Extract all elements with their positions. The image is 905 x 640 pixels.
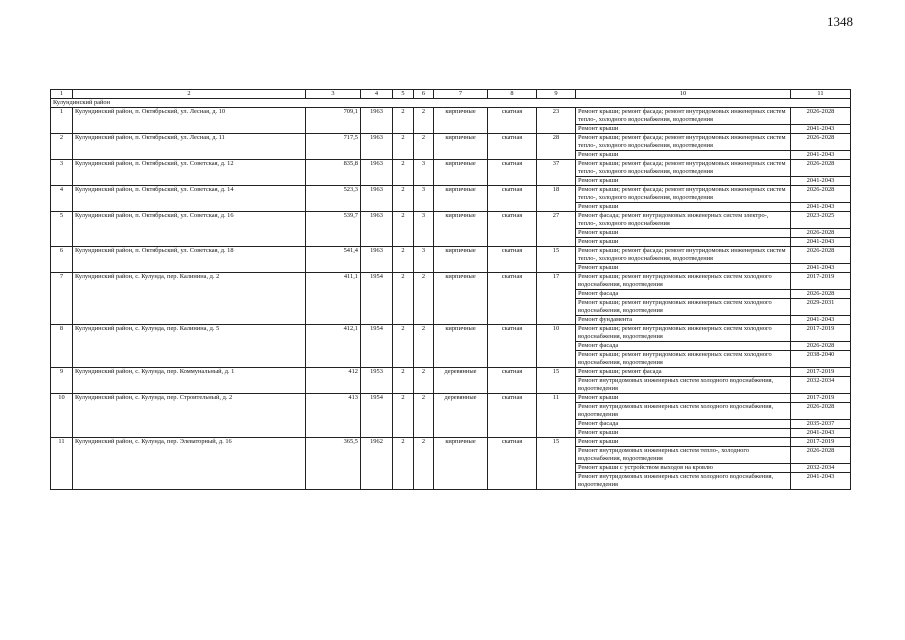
house-col-5: 2 bbox=[393, 325, 414, 368]
work-period: 2041-2043 bbox=[791, 264, 851, 273]
work-description: Ремонт крыши bbox=[576, 125, 791, 134]
col-header: 5 bbox=[393, 90, 414, 99]
house-row bbox=[51, 394, 851, 403]
work-period: 2041-2043 bbox=[791, 151, 851, 160]
house-row bbox=[51, 108, 851, 125]
house-col-9: 37 bbox=[537, 160, 576, 186]
roof-type: скатная bbox=[488, 134, 537, 160]
house-col-9: 17 bbox=[537, 273, 576, 325]
wall-material: деревянные bbox=[434, 394, 488, 438]
work-description: Ремонт крыши; ремонт фасада; ремонт внутридомовых инженерных систем тепло-, холодного водоснабжения, водоотведения bbox=[576, 186, 791, 203]
work-period: 2017-2019 bbox=[791, 394, 851, 403]
work-period: 2041-2043 bbox=[791, 238, 851, 247]
house-area: 541,4 bbox=[306, 247, 361, 273]
house-area: 539,7 bbox=[306, 212, 361, 247]
house-col-9: 15 bbox=[537, 247, 576, 273]
work-period: 2017-2019 bbox=[791, 368, 851, 377]
house-area: 523,3 bbox=[306, 186, 361, 212]
house-col-6: 2 bbox=[414, 134, 434, 160]
house-year: 1963 bbox=[361, 247, 393, 273]
col-header: 2 bbox=[73, 90, 306, 99]
col-header: 9 bbox=[537, 90, 576, 99]
house-col-9: 28 bbox=[537, 134, 576, 160]
work-period: 2041-2043 bbox=[791, 203, 851, 212]
house-number: 10 bbox=[51, 394, 73, 438]
roof-type: скатная bbox=[488, 325, 537, 368]
col-header: 3 bbox=[306, 90, 361, 99]
roof-type: скатная bbox=[488, 394, 537, 438]
work-period: 2041-2043 bbox=[791, 429, 851, 438]
house-row bbox=[51, 273, 851, 290]
work-period: 2041-2043 bbox=[791, 473, 851, 490]
house-year: 1963 bbox=[361, 108, 393, 134]
work-period: 2029-2031 bbox=[791, 299, 851, 316]
house-col-6: 2 bbox=[414, 368, 434, 394]
roof-type: скатная bbox=[488, 160, 537, 186]
house-col-9: 23 bbox=[537, 108, 576, 134]
house-number: 5 bbox=[51, 212, 73, 247]
work-description: Ремонт крыши; ремонт фасада; ремонт внутридомовых инженерных систем тепло-, холодного водоснабжения, водоотведения bbox=[576, 108, 791, 125]
roof-type: скатная bbox=[488, 212, 537, 247]
work-description: Ремонт крыши bbox=[576, 264, 791, 273]
house-number: 8 bbox=[51, 325, 73, 368]
work-description: Ремонт крыши; ремонт фасада bbox=[576, 368, 791, 377]
house-col-5: 2 bbox=[393, 394, 414, 438]
house-area: 411,1 bbox=[306, 273, 361, 325]
work-description: Ремонт внутридомовых инженерных систем холодного водоснабжения, водоотведения bbox=[576, 377, 791, 394]
house-address: Кулундинский район, п. Октябрьский, ул. Лесная, д. 11 bbox=[73, 134, 306, 160]
house-address: Кулундинский район, с. Кулунда, пер. Элеваторный, д. 16 bbox=[73, 438, 306, 490]
house-row bbox=[51, 212, 851, 229]
house-row bbox=[51, 134, 851, 151]
wall-material: кирпичные bbox=[434, 325, 488, 368]
house-col-6: 2 bbox=[414, 273, 434, 325]
work-period: 2041-2043 bbox=[791, 177, 851, 186]
house-area: 412 bbox=[306, 368, 361, 394]
work-description: Ремонт крыши с устройством выходов на кровлю bbox=[576, 464, 791, 473]
work-description: Ремонт крыши; ремонт фасада; ремонт внутридомовых инженерных систем тепло-, холодного водоснабжения, водоотведения bbox=[576, 160, 791, 177]
work-description: Ремонт фундамента bbox=[576, 316, 791, 325]
house-address: Кулундинский район, с. Кулунда, пер. Калинина, д. 5 bbox=[73, 325, 306, 368]
house-col-5: 2 bbox=[393, 108, 414, 134]
roof-type: скатная bbox=[488, 438, 537, 490]
col-header: 4 bbox=[361, 90, 393, 99]
house-number: 11 bbox=[51, 438, 73, 490]
house-col-5: 2 bbox=[393, 186, 414, 212]
work-period: 2026-2028 bbox=[791, 134, 851, 151]
district-row bbox=[51, 99, 851, 108]
house-col-9: 11 bbox=[537, 394, 576, 438]
house-address: Кулундинский район, с. Кулунда, пер. Калинина, д. 2 bbox=[73, 273, 306, 325]
wall-material: деревянные bbox=[434, 368, 488, 394]
work-period: 2017-2019 bbox=[791, 438, 851, 447]
house-year: 1954 bbox=[361, 273, 393, 325]
work-description: Ремонт крыши bbox=[576, 177, 791, 186]
work-description: Ремонт фасада bbox=[576, 290, 791, 299]
work-description: Ремонт внутридомовых инженерных систем тепло-, холодного водоснабжения, водоотведения bbox=[576, 447, 791, 464]
house-area: 835,8 bbox=[306, 160, 361, 186]
house-row bbox=[51, 438, 851, 447]
roof-type: скатная bbox=[488, 368, 537, 394]
house-address: Кулундинский район, п. Октябрьский, ул. Лесная, д. 10 bbox=[73, 108, 306, 134]
house-year: 1953 bbox=[361, 368, 393, 394]
column-number-row bbox=[51, 90, 851, 99]
district-name: Кулундинский район bbox=[51, 99, 851, 108]
house-col-5: 2 bbox=[393, 368, 414, 394]
house-year: 1954 bbox=[361, 394, 393, 438]
house-row bbox=[51, 325, 851, 342]
house-col-9: 27 bbox=[537, 212, 576, 247]
col-header: 7 bbox=[434, 90, 488, 99]
house-col-6: 2 bbox=[414, 438, 434, 490]
house-col-9: 18 bbox=[537, 186, 576, 212]
work-period: 2026-2028 bbox=[791, 247, 851, 264]
col-header: 10 bbox=[576, 90, 791, 99]
wall-material: кирпичные bbox=[434, 186, 488, 212]
house-year: 1963 bbox=[361, 186, 393, 212]
house-year: 1963 bbox=[361, 160, 393, 186]
work-period: 2041-2043 bbox=[791, 316, 851, 325]
roof-type: скатная bbox=[488, 247, 537, 273]
house-col-5: 2 bbox=[393, 247, 414, 273]
work-description: Ремонт крыши; ремонт внутридомовых инженерных систем холодного водоснабжения, водоотведения bbox=[576, 351, 791, 368]
wall-material: кирпичные bbox=[434, 134, 488, 160]
house-col-6: 2 bbox=[414, 325, 434, 368]
house-year: 1963 bbox=[361, 212, 393, 247]
work-description: Ремонт крыши; ремонт внутридомовых инженерных систем холодного водоснабжения, водоотведения bbox=[576, 273, 791, 290]
house-col-6: 3 bbox=[414, 212, 434, 247]
house-col-5: 2 bbox=[393, 160, 414, 186]
work-description: Ремонт крыши bbox=[576, 151, 791, 160]
house-year: 1962 bbox=[361, 438, 393, 490]
house-year: 1954 bbox=[361, 325, 393, 368]
house-col-5: 2 bbox=[393, 134, 414, 160]
work-description: Ремонт крыши bbox=[576, 203, 791, 212]
house-col-5: 2 bbox=[393, 212, 414, 247]
house-col-9: 15 bbox=[537, 368, 576, 394]
work-period: 2026-2028 bbox=[791, 186, 851, 203]
house-area: 412,1 bbox=[306, 325, 361, 368]
work-period: 2017-2019 bbox=[791, 273, 851, 290]
work-description: Ремонт крыши; ремонт внутридомовых инженерных систем холодного водоснабжения, водоотведения bbox=[576, 325, 791, 342]
work-period: 2026-2028 bbox=[791, 342, 851, 351]
house-address: Кулундинский район, п. Октябрьский, ул. Советская, д. 14 bbox=[73, 186, 306, 212]
work-period: 2032-2034 bbox=[791, 464, 851, 473]
wall-material: кирпичные bbox=[434, 273, 488, 325]
house-area: 413 bbox=[306, 394, 361, 438]
roof-type: скатная bbox=[488, 186, 537, 212]
house-col-5: 2 bbox=[393, 438, 414, 490]
house-number: 1 bbox=[51, 108, 73, 134]
house-address: Кулундинский район, п. Октябрьский, ул. Советская, д. 12 bbox=[73, 160, 306, 186]
work-period: 2026-2028 bbox=[791, 160, 851, 177]
page-number: 1348 bbox=[827, 14, 853, 29]
wall-material: кирпичные bbox=[434, 160, 488, 186]
roof-type: скатная bbox=[488, 273, 537, 325]
house-col-6: 2 bbox=[414, 108, 434, 134]
work-period: 2038-2040 bbox=[791, 351, 851, 368]
house-address: Кулундинский район, с. Кулунда, пер. Строительный, д. 2 bbox=[73, 394, 306, 438]
wall-material: кирпичные bbox=[434, 438, 488, 490]
work-description: Ремонт внутридомовых инженерных систем холодного водоснабжения, водоотведения bbox=[576, 403, 791, 420]
house-area: 709,1 bbox=[306, 108, 361, 134]
work-period: 2026-2028 bbox=[791, 290, 851, 299]
wall-material: кирпичные bbox=[434, 108, 488, 134]
wall-material: кирпичные bbox=[434, 212, 488, 247]
house-address: Кулундинский район, с. Кулунда, пер. Коммунальный, д. 1 bbox=[73, 368, 306, 394]
work-description: Ремонт крыши bbox=[576, 438, 791, 447]
work-description: Ремонт фасада bbox=[576, 420, 791, 429]
col-header: 6 bbox=[414, 90, 434, 99]
house-col-6: 3 bbox=[414, 247, 434, 273]
work-period: 2017-2019 bbox=[791, 325, 851, 342]
work-period: 2032-2034 bbox=[791, 377, 851, 394]
work-period: 2041-2043 bbox=[791, 125, 851, 134]
house-number: 7 bbox=[51, 273, 73, 325]
house-number: 2 bbox=[51, 134, 73, 160]
work-description: Ремонт внутридомовых инженерных систем холодного водоснабжения, водоотведения bbox=[576, 473, 791, 490]
house-number: 3 bbox=[51, 160, 73, 186]
house-col-9: 15 bbox=[537, 438, 576, 490]
work-description: Ремонт крыши; ремонт фасада; ремонт внутридомовых инженерных систем тепло-, холодного водоснабжения, водоотведения bbox=[576, 247, 791, 264]
work-description: Ремонт крыши; ремонт фасада; ремонт внутридомовых инженерных систем тепло-, холодного водоснабжения, водоотведения bbox=[576, 134, 791, 151]
house-row bbox=[51, 186, 851, 203]
house-row bbox=[51, 247, 851, 264]
house-col-9: 10 bbox=[537, 325, 576, 368]
work-description: Ремонт крыши bbox=[576, 429, 791, 438]
work-period: 2023-2025 bbox=[791, 212, 851, 229]
house-col-6: 3 bbox=[414, 160, 434, 186]
wall-material: кирпичные bbox=[434, 247, 488, 273]
work-description: Ремонт фасада bbox=[576, 342, 791, 351]
col-header: 1 bbox=[51, 90, 73, 99]
house-address: Кулундинский район, п. Октябрьский, ул. Советская, д. 16 bbox=[73, 212, 306, 247]
col-header: 8 bbox=[488, 90, 537, 99]
col-header: 11 bbox=[791, 90, 851, 99]
roof-type: скатная bbox=[488, 108, 537, 134]
house-col-6: 2 bbox=[414, 394, 434, 438]
work-period: 2026-2028 bbox=[791, 108, 851, 125]
house-row bbox=[51, 368, 851, 377]
work-description: Ремонт крыши; ремонт внутридомовых инженерных систем холодного водоснабжения, водоотведения bbox=[576, 299, 791, 316]
work-period: 2026-2028 bbox=[791, 447, 851, 464]
house-area: 717,5 bbox=[306, 134, 361, 160]
house-row bbox=[51, 160, 851, 177]
work-description: Ремонт крыши bbox=[576, 229, 791, 238]
house-col-6: 3 bbox=[414, 186, 434, 212]
house-number: 6 bbox=[51, 247, 73, 273]
house-address: Кулундинский район, п. Октябрьский, ул. Советская, д. 18 bbox=[73, 247, 306, 273]
work-period: 2026-2028 bbox=[791, 403, 851, 420]
work-description: Ремонт крыши bbox=[576, 238, 791, 247]
house-area: 365,5 bbox=[306, 438, 361, 490]
house-number: 9 bbox=[51, 368, 73, 394]
work-period: 2035-2037 bbox=[791, 420, 851, 429]
house-col-5: 2 bbox=[393, 273, 414, 325]
work-description: Ремонт крыши bbox=[576, 394, 791, 403]
work-period: 2026-2028 bbox=[791, 229, 851, 238]
capital-repair-table bbox=[50, 89, 851, 490]
house-year: 1963 bbox=[361, 134, 393, 160]
work-description: Ремонт фасада; ремонт внутридомовых инженерных систем электро-, тепло-, холодного водоснабжения bbox=[576, 212, 791, 229]
house-number: 4 bbox=[51, 186, 73, 212]
